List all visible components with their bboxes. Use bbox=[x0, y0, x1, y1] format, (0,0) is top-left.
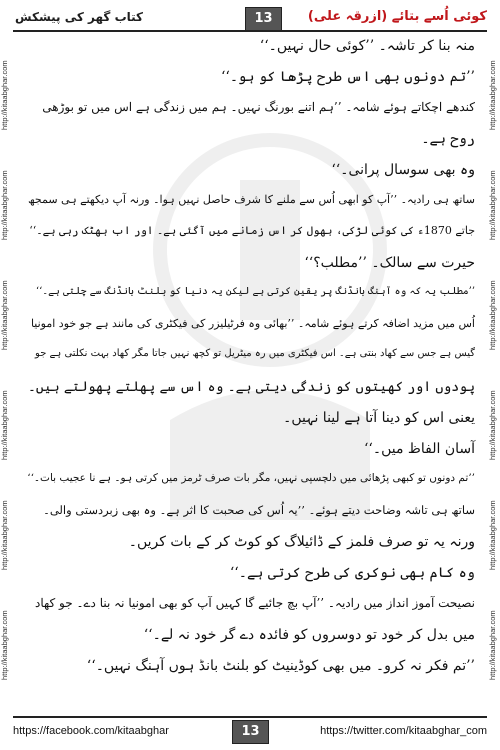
margin-url: http://kitaabghar.com bbox=[0, 500, 9, 570]
text-line: ’’تم فکر نہ کرو۔ میں بھی کوڈینیٹ کو بلنٹ بانڈ ہوں آہنگ نہیں۔‘‘ bbox=[86, 658, 475, 674]
story-text bbox=[25, 38, 475, 710]
margin-url: http://kitaabghar.com bbox=[0, 610, 9, 680]
margin-url: http://kitaabghar.com bbox=[488, 610, 497, 680]
margin-url: http://kitaabghar.com bbox=[488, 500, 497, 570]
text-line: ’’مطلب یہ کہ وہ آہنگ بانڈنگ پر یقین کرتی ہے لیکن یہ دنیا کو بلنٹ بانڈنگ سے چلتی ہے۔‘‘ bbox=[35, 286, 475, 297]
text-line: منہ بنا کر تاشہ۔ ’’کوئی حال نہیں۔‘‘ bbox=[259, 38, 475, 54]
text-line: آسان الفاظ میں۔‘‘ bbox=[363, 441, 475, 457]
margin-url: http://kitaabghar.com bbox=[0, 60, 9, 130]
text-line: ساتھ ہی رادیہ۔ ’’آپ کو ابھی اُس سے ملنے کا شرف حاصل نہیں ہوا۔ ورنہ آپ دیکھتے ہی سمجھ bbox=[27, 193, 475, 206]
margin-url: http://kitaabghar.com bbox=[488, 170, 497, 240]
left-margin-urls bbox=[0, 40, 16, 700]
footer-divider bbox=[13, 716, 487, 718]
book-title bbox=[308, 9, 487, 24]
header-divider bbox=[13, 30, 487, 32]
margin-url: http://kitaabghar.com bbox=[0, 390, 9, 460]
text-line: ساتھ ہی تاشہ وضاحت دیتے ہوئے۔ ’’یہ اُس کی صحبت کا اثر ہے۔ وہ بھی زبردستی والی۔ bbox=[43, 503, 475, 517]
text-line: روح ہے۔ bbox=[421, 131, 475, 147]
margin-url: http://kitaabghar.com bbox=[0, 280, 9, 350]
twitter-link[interactable]: https://twitter.com/kitaabghar_com bbox=[320, 725, 487, 737]
text-line: وہ کام بھی نوکری کی طرح کرتی ہے۔‘‘ bbox=[229, 565, 475, 581]
margin-url: http://kitaabghar.com bbox=[0, 170, 9, 240]
text-line: یعنی اس کو دینا آتا ہے لینا نہیں۔ bbox=[283, 410, 475, 426]
text-line: وہ بھی سوسال پرانی۔‘‘ bbox=[331, 162, 475, 178]
text-line: گیس ہے جس سے کھاد بنتی ہے۔ اس فیکٹری میں رہ میٹریل تو کچھ نہیں جاتا مگر کھاد بہت نکلتی ہے جو bbox=[35, 348, 475, 359]
text-line: پودوں اور کھیتوں کو زندگی دیتی ہے۔ وہ اس سے پھلتے پھولتے ہیں۔ bbox=[27, 379, 475, 395]
text-line: ’’تم دونوں تو کبھی پڑھائی میں دلچسپی نہیں، مگر بات صرف ٹرمز میں کرتی ہو۔ ہے نا عجیب بات۔‘‘ bbox=[27, 472, 475, 484]
site-credit: کتاب گھر کی پیشکش bbox=[15, 10, 144, 24]
page-number-bottom: 13 bbox=[232, 720, 269, 744]
text-line: کندھے اچکاتے ہوئے شامہ۔ ’’ہم اتنے بورنگ نہیں۔ ہم میں زندگی ہے اس میں تو بوڑھی bbox=[42, 100, 475, 114]
text-line: اُس میں مزید اضافہ کرتے ہوئے شامہ۔ ’’بھائی وہ فرٹیلیزر کی فیکٹری کی مانند ہے جو خود امونیا bbox=[30, 317, 475, 330]
text-line: حیرت سے سالک۔ ’’مطلب؟‘‘ bbox=[304, 255, 475, 271]
author-name: (ازرقہ علی) bbox=[307, 9, 388, 24]
page-number-top: 13 bbox=[245, 7, 282, 31]
book-title-text: کوئی اُسے بتائے bbox=[391, 9, 487, 24]
text-line: میں بدل کر خود تو دوسروں کو فائدہ دے گر خود نہ لے۔‘‘ bbox=[143, 627, 475, 643]
right-margin-urls bbox=[484, 40, 500, 700]
facebook-link[interactable]: https://facebook.com/kitaabghar bbox=[13, 725, 169, 737]
page-header bbox=[13, 4, 487, 32]
text-line: نصیحت آموز انداز میں رادیہ۔ ’’آپ بچ جائیے گا کہیں آپ کو بھی امونیا نہ بنا دے۔ جو کھاد bbox=[34, 596, 475, 610]
page-footer bbox=[13, 720, 487, 746]
text-line: ’’تم دونوں بھی اس طرح پڑھا کو ہو۔‘‘ bbox=[220, 69, 475, 85]
text-line: ورنہ یہ تو صرف فلمز کے ڈائیلاگ کو کوٹ کر کے بات کریں۔ bbox=[128, 534, 475, 550]
margin-url: http://kitaabghar.com bbox=[488, 280, 497, 350]
text-line: جاتے 1870ء کی کوئی لڑکی، بھول کر اس زمانے میں آگئی ہے۔ اور اب بھٹک رہی ہے۔‘‘ bbox=[29, 224, 475, 237]
margin-url: http://kitaabghar.com bbox=[488, 60, 497, 130]
margin-url: http://kitaabghar.com bbox=[488, 390, 497, 460]
